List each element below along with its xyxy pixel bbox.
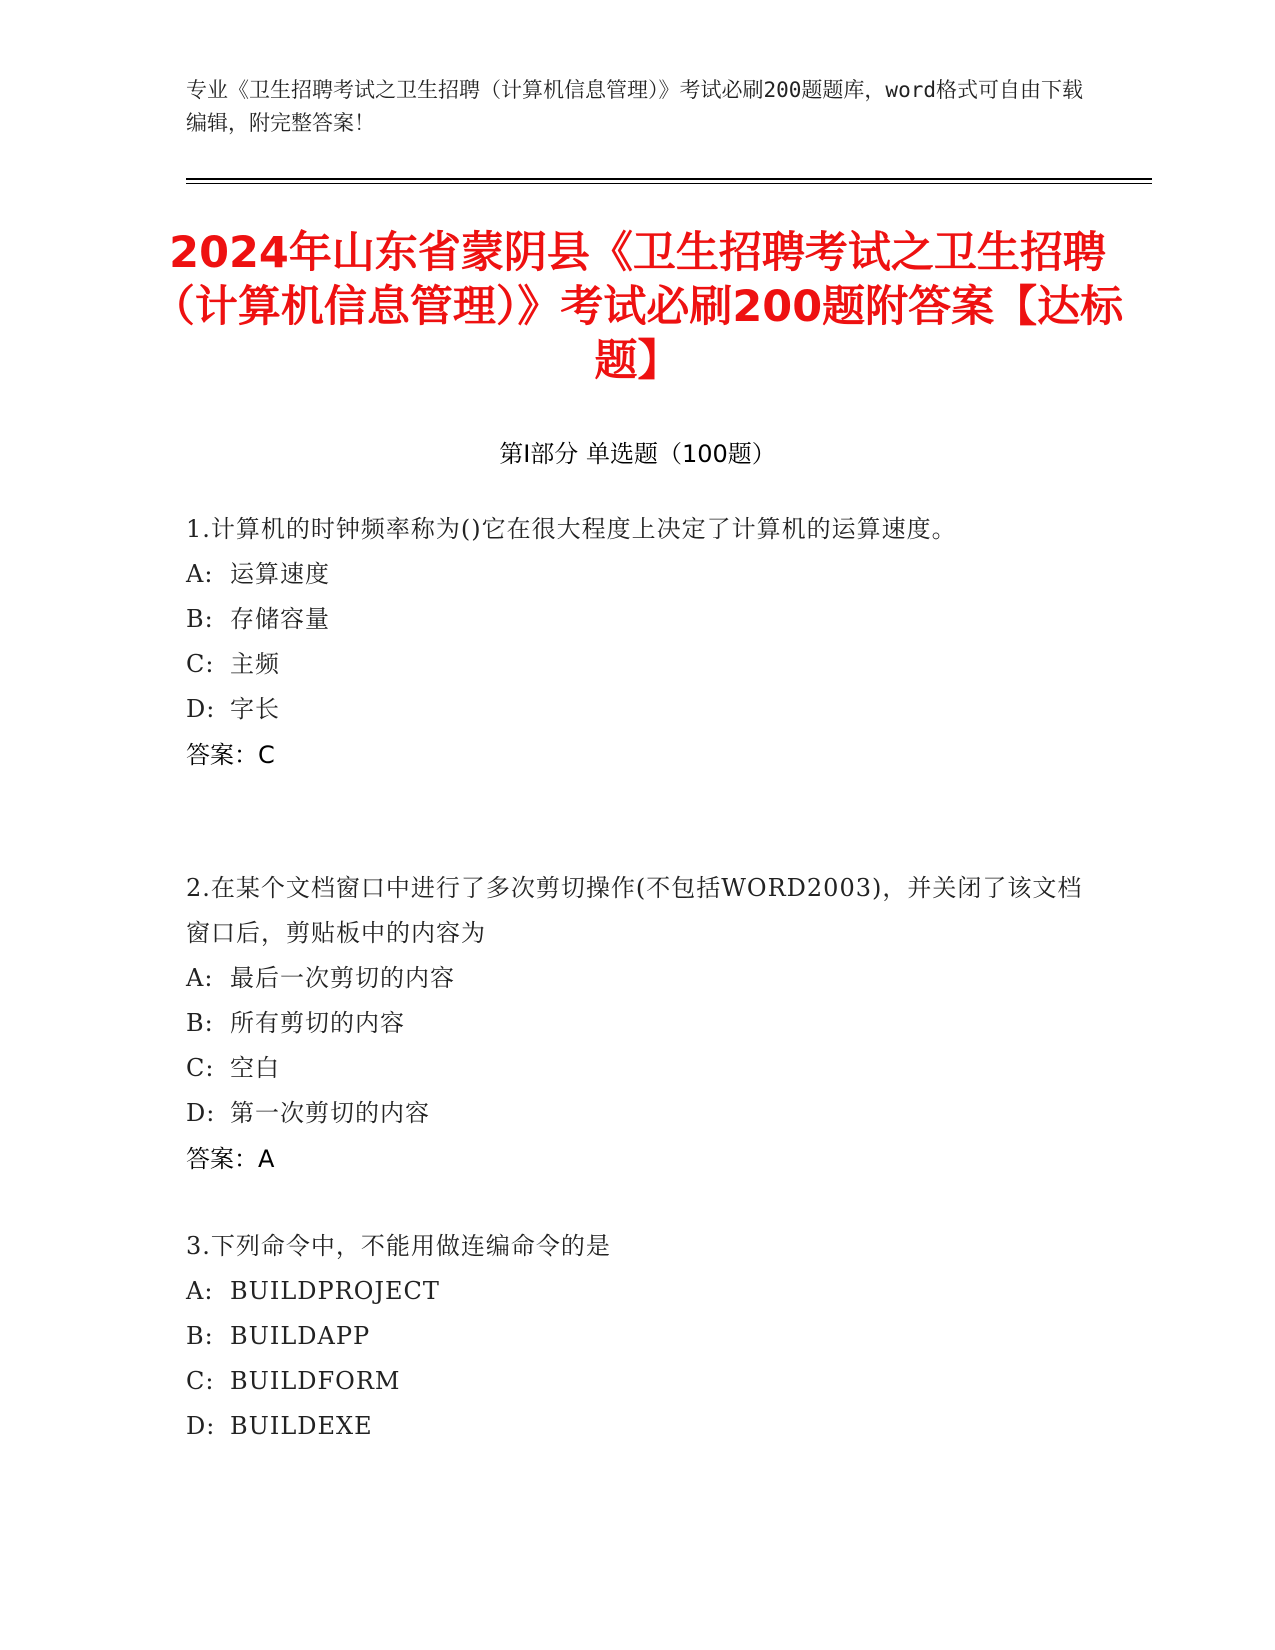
question-stem: 2.在某个文档窗口中进行了多次剪切操作(不包括WORD2003)，并关闭了该文档窗口后，剪贴板中的内容为 [186,874,1083,947]
option-key: D: [186,1412,216,1440]
question-option-b [186,1314,1086,1359]
option-text: 第一次剪切的内容 [230,1099,430,1127]
option-key: D: [186,695,216,723]
header-rule-thin [186,183,1152,184]
question-option-b [186,597,1086,642]
section-title: 第Ⅰ部分 单选题（100题） [499,440,776,468]
question-option-c [186,1359,1086,1404]
option-key: A: [186,1277,214,1305]
option-text: BUILDFORM [230,1367,401,1395]
question-option-d [186,687,1086,732]
option-text: BUILDEXE [230,1412,373,1440]
question-option-c [186,1046,1086,1091]
option-text: 主频 [230,650,280,678]
question-answer: 答案：C [186,741,275,769]
question-answer: 答案：A [186,1145,275,1173]
option-key: B: [186,1322,214,1350]
option-key: C: [186,1367,215,1395]
question-3 [186,1224,1086,1449]
option-text: BUILDAPP [230,1322,371,1350]
header-rule-thick [186,178,1152,180]
question-option-a [186,552,1086,597]
option-key: A: [186,560,214,588]
option-text: 所有剪切的内容 [230,1009,405,1037]
question-1 [186,507,1086,778]
question-2 [186,866,1086,1182]
question-stem: 1.计算机的时钟频率称为()它在很大程度上决定了计算机的运算速度。 [186,515,957,543]
option-text: BUILDPROJECT [230,1277,440,1305]
option-key: B: [186,605,214,633]
question-stem: 3.下列命令中，不能用做连编命令的是 [186,1232,611,1260]
question-option-b [186,1001,1086,1046]
option-text: 最后一次剪切的内容 [230,964,455,992]
option-text: 运算速度 [230,560,330,588]
question-option-c [186,642,1086,687]
question-option-a [186,956,1086,1001]
option-key: A: [186,964,214,992]
document-title: 2024年山东省蒙阴县《卫生招聘考试之卫生招聘（计算机信息管理）》考试必刷200题附答案【达标题】 [151,228,1124,386]
option-text: 字长 [230,695,280,723]
question-option-a [186,1269,1086,1314]
question-option-d [186,1404,1086,1449]
option-key: D: [186,1099,216,1127]
option-key: C: [186,650,215,678]
option-text: 空白 [230,1054,280,1082]
option-key: B: [186,1009,214,1037]
option-text: 存储容量 [230,605,330,633]
option-key: C: [186,1054,215,1082]
header-note: 专业《卫生招聘考试之卫生招聘（计算机信息管理）》考试必刷200题题库，word格式可自由下载编辑，附完整答案！ [186,78,1083,135]
question-option-d [186,1091,1086,1136]
